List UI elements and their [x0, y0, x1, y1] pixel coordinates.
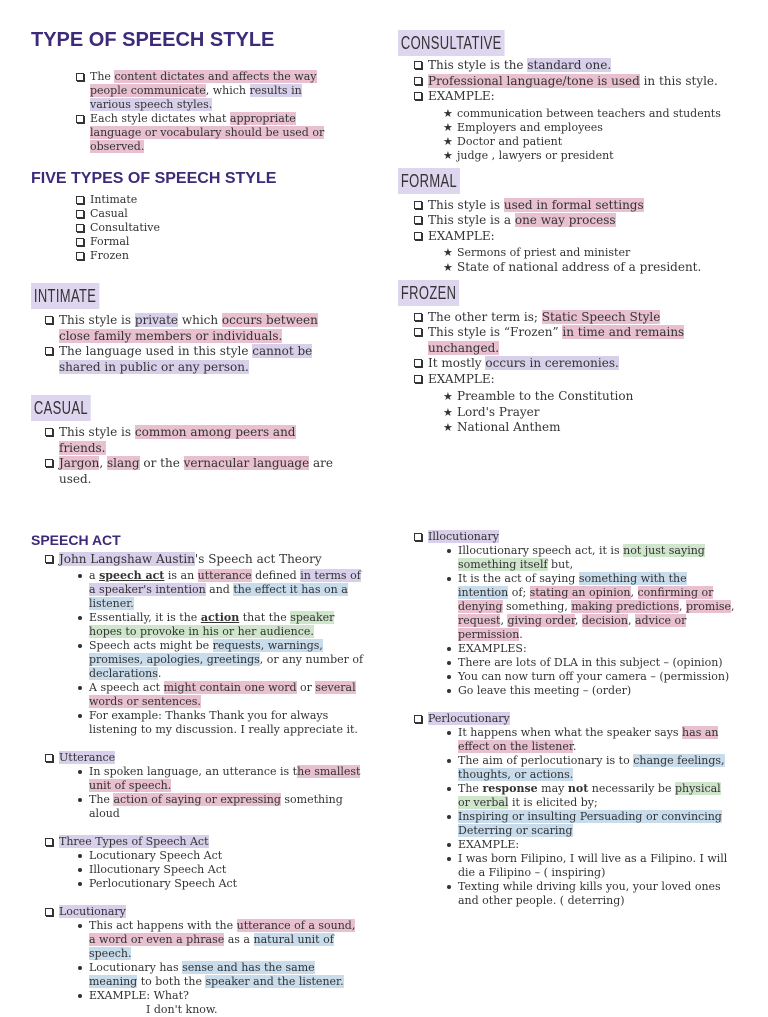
- list-item: ★ National Anthem: [443, 420, 738, 436]
- list-item: Illocutionary speech act, it is not just saying something itself but,: [444, 544, 736, 572]
- austin-items: [75, 569, 365, 737]
- list-item: Inspiring or insulting Persuading or convincing Deterring or scaring: [444, 810, 736, 838]
- frozen-list: [414, 310, 738, 388]
- three-types-heading-list: [45, 835, 371, 849]
- locutionary-example-reply: I don't know.: [146, 1002, 218, 1016]
- list-item: Intimate: [76, 193, 371, 207]
- consultative-examples: [443, 107, 738, 163]
- list-item: The language used in this style cannot be shared in public or any person.: [45, 344, 345, 375]
- formal-list: [414, 198, 738, 245]
- list-item: ★ Employers and employees: [443, 121, 738, 135]
- frozen-examples: [443, 389, 738, 436]
- casual-heading: CASUAL: [31, 395, 91, 421]
- three-types-items: [75, 849, 371, 891]
- list-item: For example: Thanks Thank you for always listening to my discussion. I really appreciate it.: [75, 709, 365, 737]
- list-item: Each style dictates what appropriate language or vocabulary should be used or observed.: [76, 112, 341, 154]
- list-item: This style is common among peers and friends.: [45, 425, 345, 456]
- list-item: Locutionary: [45, 905, 371, 919]
- intimate-heading-wrap: [31, 283, 371, 309]
- list-item: Utterance: [45, 751, 371, 765]
- list-item: It mostly occurs in ceremonies.: [414, 356, 738, 372]
- consultative-heading: CONSULTATIVE: [398, 30, 505, 56]
- five-types-list: [76, 193, 371, 263]
- left-top-column: [31, 28, 371, 487]
- list-item: Formal: [76, 235, 371, 249]
- locutionary-items: [75, 919, 365, 1003]
- list-item: Casual: [76, 207, 371, 221]
- utterance-items: [75, 765, 365, 821]
- list-item: The other term is; Static Speech Style: [414, 310, 738, 326]
- list-item: ★ judge , lawyers or president: [443, 149, 738, 163]
- list-item: Speech acts might be requests, warnings, promises, apologies, greetings, or any number of declarations.: [75, 639, 365, 681]
- list-item: Essentially, it is the action that the speaker hopes to provoke in his or her audience.: [75, 611, 365, 639]
- casual-list: [45, 425, 345, 487]
- locutionary-heading-list: [45, 905, 371, 919]
- list-item: EXAMPLE:: [414, 89, 738, 105]
- list-item: Consultative: [76, 221, 371, 235]
- list-item: Illocutionary Speech Act: [75, 863, 371, 877]
- page-title: TYPE OF SPEECH STYLE: [31, 29, 275, 51]
- consultative-list: [414, 58, 738, 105]
- list-item: ★ Preamble to the Constitution: [443, 389, 738, 405]
- list-item: This style is used in formal settings: [414, 198, 738, 214]
- list-item: The action of saying or expressing something aloud: [75, 793, 365, 821]
- formal-heading: FORMAL: [398, 168, 460, 194]
- list-item: Perlocutionary: [414, 712, 744, 726]
- intro-list: [76, 70, 341, 154]
- list-item: I was born Filipino, I will live as a Filipino. I will die a Filipino – ( inspiring): [444, 852, 736, 880]
- list-item: The aim of perlocutionary is to change feelings, thoughts, or actions.: [444, 754, 736, 782]
- list-item: A speech act might contain one word or several words or sentences.: [75, 681, 365, 709]
- list-item: a speech act is an utterance defined in terms of a speaker's intention and the effect it has on a listener.: [75, 569, 365, 611]
- formal-examples: [443, 246, 738, 276]
- right-top-column: [398, 30, 738, 436]
- list-item: In spoken language, an utterance is the smallest unit of speech.: [75, 765, 365, 793]
- list-item: Locutionary has sense and has the same meaning to both the speaker and the listener.: [75, 961, 365, 989]
- list-item: This style is “Frozen” in time and remains unchanged.: [414, 325, 738, 356]
- list-item: Locutionary Speech Act: [75, 849, 371, 863]
- right-bottom-column: [414, 530, 744, 908]
- list-item: EXAMPLE:: [414, 372, 738, 388]
- perlocutionary-items: [444, 726, 736, 908]
- list-item: It is the act of saying something with the intention of; stating an opinion, confirming or denying something, making predictions, promise, request, giving order, decision, advice or permission.: [444, 572, 736, 642]
- list-item: ★ State of national address of a president.: [443, 260, 738, 276]
- list-item: It happens when what the speaker says has an effect on the listener.: [444, 726, 736, 754]
- list-item: Three Types of Speech Act: [45, 835, 371, 849]
- list-item: The content dictates and affects the way people communicate, which results in various speech styles.: [76, 70, 341, 112]
- list-item: EXAMPLE: What?: [75, 989, 365, 1003]
- list-item: ★ Lord's Prayer: [443, 405, 738, 421]
- frozen-heading: FROZEN: [398, 280, 459, 306]
- list-item: ★ Doctor and patient: [443, 135, 738, 149]
- list-item: Illocutionary: [414, 530, 744, 544]
- list-item: The response may not necessarily be physical or verbal it is elicited by;: [444, 782, 736, 810]
- list-item: Professional language/tone is used in this style.: [414, 74, 738, 90]
- illocutionary-heading-list: [414, 530, 744, 544]
- list-item: Frozen: [76, 249, 371, 263]
- perlocutionary-heading-list: [414, 712, 744, 726]
- list-item: Perlocutionary Speech Act: [75, 877, 371, 891]
- left-bottom-column: [31, 532, 371, 1017]
- list-item: ★ Sermons of priest and minister: [443, 246, 738, 260]
- list-item: EXAMPLE:: [444, 838, 736, 852]
- list-item: There are lots of DLA in this subject – (opinion): [444, 656, 736, 670]
- casual-heading-wrap: [31, 395, 371, 421]
- illocutionary-items: [444, 544, 736, 698]
- list-item: You can now turn off your camera – (permission): [444, 670, 736, 684]
- austin-list: [45, 552, 371, 568]
- list-item: Jargon, slang or the vernacular language are used.: [45, 456, 345, 487]
- list-item: EXAMPLES:: [444, 642, 736, 656]
- list-item: This style is private which occurs between close family members or individuals.: [45, 313, 345, 344]
- utterance-heading-list: [45, 751, 371, 765]
- list-item: John Langshaw Austin's Speech act Theory: [45, 552, 371, 568]
- intimate-heading: INTIMATE: [31, 283, 99, 309]
- list-item: This act happens with the utterance of a sound, a word or even a phrase as a natural unit of speech.: [75, 919, 365, 961]
- five-types-title: FIVE TYPES OF SPEECH STYLE: [31, 170, 277, 187]
- list-item: ★ communication between teachers and students: [443, 107, 738, 121]
- list-item: Texting while driving kills you, your loved ones and other people. ( deterring): [444, 880, 736, 908]
- list-item: EXAMPLE:: [414, 229, 738, 245]
- speech-act-title: SPEECH ACT: [31, 532, 121, 548]
- list-item: This style is the standard one.: [414, 58, 738, 74]
- intimate-list: [45, 313, 345, 375]
- list-item: Go leave this meeting – (order): [444, 684, 736, 698]
- list-item: This style is a one way process: [414, 213, 738, 229]
